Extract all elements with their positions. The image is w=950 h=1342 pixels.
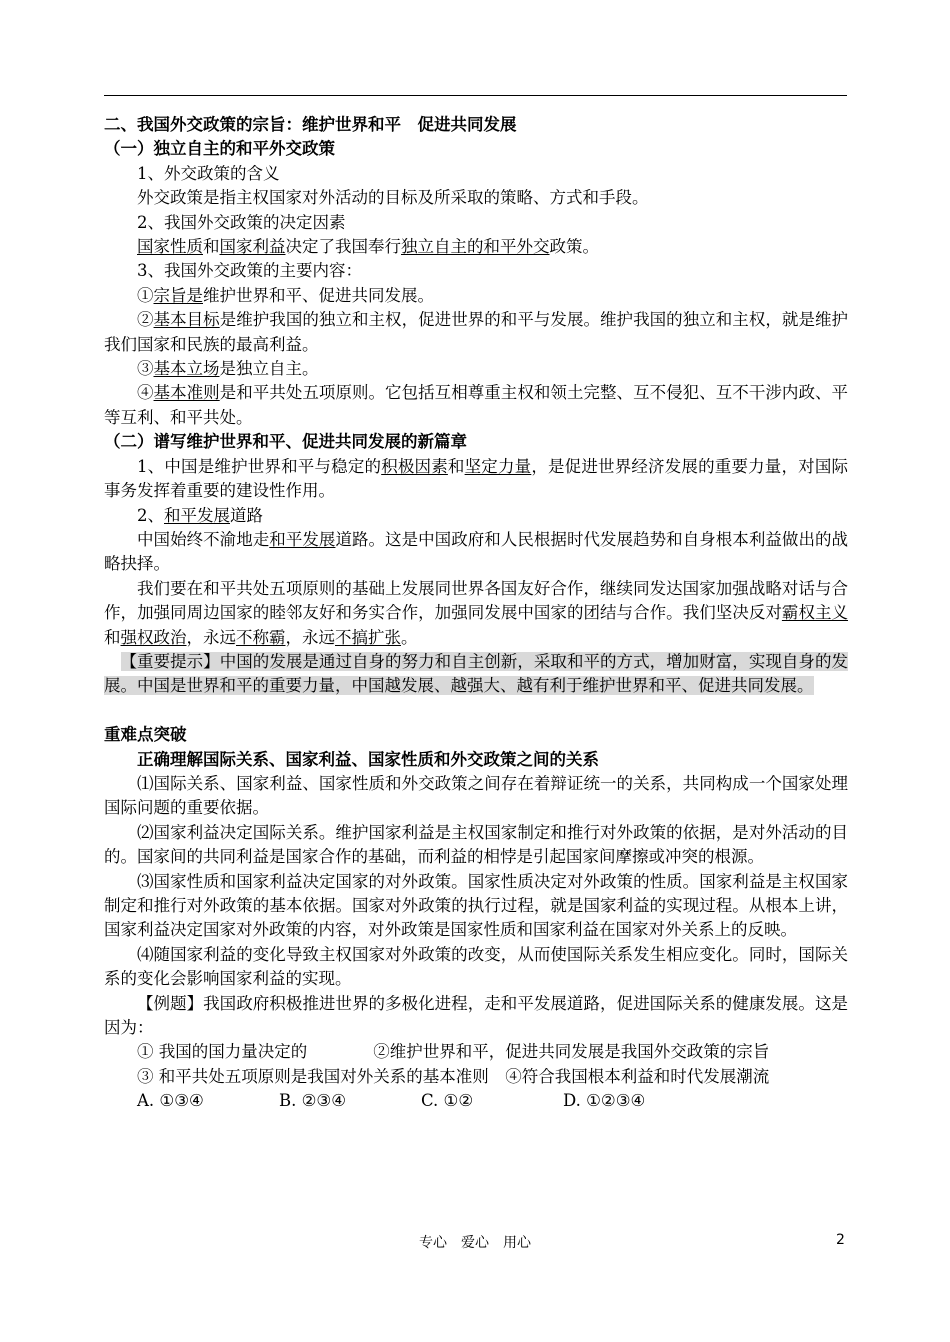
text: 是维护我国的独立和主权，促进世界的和平与发展。维护我国的独立和主权，就是维护我们国家和民族的最高利益。 [104,310,849,354]
text: 中国始终不渝地走 [137,529,270,549]
paragraph: ⑷随国家利益的变化导致主权国家对外政策的改变，从而使国际关系发生相应变化。同时，国际关系的变化会影响国家利益的实现。 [104,944,848,989]
option-a: A. ①③④ [137,1091,204,1111]
underlined-term: 积极因素 [381,456,448,476]
paragraph: ⑶国家性质和国家利益决定国家的对外政策。国家性质决定对外政策的性质。国家利益是主权国家制定和推行对外政策的基本依据。国家对外政策的执行过程，就是国家利益的实现过程。从根本上讲，国家利益决定国家对外政策的内容，对外政策是国家性质和国家利益在国家对外关系上的反映。 [104,871,848,940]
focus-title: 重难点突破 [104,725,187,745]
paragraph [104,284,848,308]
paragraph [104,504,848,528]
underlined-term: 和平发展 [164,505,230,525]
text: 和 [447,456,465,476]
paragraph: 外交政策是指主权国家对外活动的目标及所采取的策略、方式和手段。 [137,188,649,208]
underlined-term: 和平发展 [269,529,336,549]
paragraph [104,357,848,381]
text: ，永远 [285,627,335,647]
underlined-term: 基本立场 [153,359,220,379]
text: 决定了我国奉行 [285,237,401,257]
page-number: 2 [836,1232,845,1248]
underlined-term: 不称霸 [236,627,286,647]
text: ③ [137,359,154,379]
option-d: D. ①②③④ [563,1091,646,1111]
text: 道路。这是中国政府和人民根据时代发展趋势和自身根本利益做出的战略抉择。 [104,529,849,574]
spacer [104,699,848,723]
text: 2、 [137,505,164,525]
underlined-term: 基本目标 [153,310,220,330]
paragraph: 2、我国外交政策的决定因素 [137,212,346,232]
subsection-title-1: （一）独立自主的和平外交政策 [104,139,335,159]
statements-3-4: ③ 和平共处五项原则是我国对外关系的基本准则 ④符合我国根本利益和时代发展潮流 [137,1066,770,1086]
paragraph [104,381,848,430]
text: 和 [203,237,220,257]
header-rule [104,95,847,96]
text: ，永远 [186,627,236,647]
document-body [104,113,848,1114]
paragraph: ⑴国际关系、国家利益、国家性质和外交政策之间存在着辩证统一的关系，共同构成一个国家处理国际问题的重要依据。 [104,773,848,818]
statements-1-2: ① 我国的国力量决定的 ②维护世界和平，促进共同发展是我国外交政策的宗旨 [137,1042,770,1062]
paragraph: 1、外交政策的含义 [137,163,280,183]
text: 维护世界和平、促进共同发展。 [203,285,434,305]
underlined-term: 霸权主义 [781,603,849,623]
text: 。 [401,627,418,647]
underlined-term: 宗旨是 [153,285,203,305]
underlined-term: 国家性质 [137,237,203,257]
text: 道路 [230,505,263,525]
text: 是独立自主。 [219,359,319,379]
paragraph: 3、我国外交政策的主要内容： [137,261,362,281]
text: ② [137,310,154,330]
text: 是和平共处五项原则。它包括互相尊重主权和领土完整、互不侵犯、互不干涉内政、平等互利、和平共处。 [104,383,849,427]
underlined-term: 基本准则 [153,383,220,403]
answer-options [104,1089,848,1113]
option-b: B. ②③④ [279,1091,346,1111]
text: 和 [104,627,121,647]
focus-subtitle: 正确理解国际关系、国家利益、国家性质和外交政策之间的关系 [137,749,599,769]
example-question: 【例题】我国政府积极推进世界的多极化进程，走和平发展道路，促进国际关系的健康发展。这是因为： [104,993,848,1038]
option-c: C. ①② [421,1091,474,1111]
underlined-term: 独立自主的和平外交 [401,237,550,257]
paragraph [104,528,848,577]
text: 1、中国是维护世界和平与稳定的 [137,456,382,476]
section-title: 二、我国外交政策的宗旨：维护世界和平 促进共同发展 [104,115,517,134]
paragraph: ⑵国家利益决定国际关系。维护国家利益是主权国家制定和推行对外政策的依据，是对外活动的目的。国家间的共同利益是国家合作的基础，而利益的相悖是引起国家间摩擦或冲突的根源。 [104,822,848,867]
text: ，是促进世界经济发展的重要力量，对国际事务发挥着重要的建设性作用。 [104,456,849,501]
underlined-term: 不搞扩张 [335,627,401,647]
footer-motto: 专心 爱心 用心 [419,1235,531,1251]
underlined-term: 强权政治 [120,627,187,647]
paragraph [104,308,848,357]
important-tip [104,650,848,699]
text: 我们要在和平共处五项原则的基础上发展同世界各国友好合作，继续同发达国家加强战略对话与合作，加强同周边国家的睦邻友好和务实合作，加强同发展中国家的团结与合作。我们坚决反对 [104,578,848,623]
underlined-term: 坚定力量 [464,456,532,476]
highlighted-tip-text: 【重要提示】中国的发展是通过自身的努力和自主创新，采取和平的方式，增加财富，实现自身的发展。中国是世界和平的重要力量，中国越发展、越强大、越有利于维护世界和平、促进共同发展。 [104,651,848,696]
paragraph [104,577,848,650]
subsection-title-2: （二）谱写维护世界和平、促进共同发展的新篇章 [104,432,467,452]
paragraph [104,235,848,259]
paragraph [104,455,848,504]
text: ① [137,285,154,305]
underlined-term: 国家利益 [219,237,286,257]
text: 政策。 [549,237,599,257]
text: ④ [137,383,154,403]
